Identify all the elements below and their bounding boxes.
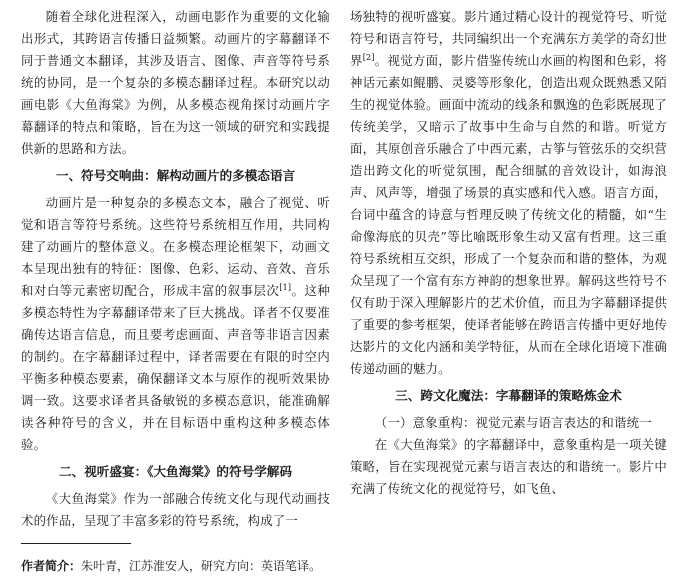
author-info: 朱叶青，江苏淮安人，研究方向：英语笔译。 — [81, 559, 322, 573]
citation-2: [2] — [362, 52, 375, 62]
section2-paragraph: 《大鱼海棠》作为一部融合传统文化与现代动画技术的作品，呈现了丰富多彩的符号系统，构成了一 — [21, 491, 330, 528]
section-heading-1: 一、符号交响曲：解构动画片的多模态语言 — [55, 168, 296, 183]
section2-text-a: 场独特的视听盛宴。影片通过精心设计的视觉符号、听觉符号和语言符号，共同编织出一个充满东方美学的奇幻世界 — [350, 9, 667, 68]
left-column — [21, 6, 330, 532]
section-heading-3: 三、跨文化魔法：字幕翻译的策略炼金术 — [395, 388, 622, 403]
author-footnote — [21, 557, 321, 575]
section1-text-b: 。这种多模态特性为字幕翻译带来了巨大挑战。译者不仅要准确传达语言信息，而且要考虑画面、声音等非语言因素的制约。在字幕翻译过程中，译者需要在有限的时空内平衡多种模态要素，确保翻译文本与原作的视听效果协调一致。这要求译者具备敏锐的多模态意识，能准确解读各种符号的含义，并在目标语中重构这种多模态体验。 — [21, 283, 330, 452]
intro-paragraph: 随着全球化进程深入，动画电影作为重要的文化输出形式，其跨语言传播日益频繁。动画片的字幕翻译不同于普通文本翻译，其涉及语言、图像、声音等符号系统的协同，是一个复杂的多模态翻译过程。本研究以动画电影《大鱼海棠》为例，从多模态视角探讨动画片字幕翻译的特点和策略，旨在为这一领域的研究和实践提供新的思路和方法。 — [21, 9, 330, 156]
subsection-heading: （一）意象重构：视觉元素与语言表达的和谐统一 — [374, 415, 652, 430]
citation-1: [1] — [279, 282, 292, 292]
section2-text-b: 。视觉方面，影片借鉴传统山水画的构图和色彩，将神话元素如鲲鹏、灵婆等形象化，创造出观众既熟悉又陌生的视觉体验。画面中流动的线条和飘逸的色彩既展现了传统美学，又暗示了故事中生命与自然的和谐。听觉方面，其原创音乐融合了中西元素，古筝与管弦乐的交织营造出跨文化的听觉氛围，配合细腻的音效设计，如海浪声、风声等，增强了场景的真实感和代入感。语言方面，台词中蕴含的诗意与哲理反映了传统文化的精髓，如“生命像海底的贝壳”等比喻既形象生动又富有哲理。这三重符号系统相互交织，形成了一个复杂而和谐的整体，为观众呈现了一个富有东方神韵的想象世界。解码这些符号不仅有助于深入理解影片的艺术价值，而且为字幕翻译提供了重要的参考框架，使译者能够在跨语言传播中更好地传达影片的文化内涵和美学特征，从而在全球化语境下准确传递动画的魅力。 — [350, 53, 667, 376]
section-heading-2: 二、视听盛宴：《大鱼海棠》的符号学解码 — [59, 464, 292, 479]
section1-text-a: 动画片是一种复杂的多模态文本，融合了视觉、听觉和语言等符号系统。这些符号系统相互作用，共同构建了动画片的整体意义。在多模态理论框架下，动画文本呈现出独有的特征：图像、色彩、运动、音效、音乐和对白等元素密切配合，形成丰富的叙事层次 — [21, 195, 330, 298]
section3-paragraph: 在《大鱼海棠》的字幕翻译中，意象重构是一项关键策略，旨在实现视觉元素与语言表达的和谐统一。影片中充满了传统文化的视觉符号，如飞鱼、 — [350, 437, 667, 496]
section2-paragraph-continued — [350, 6, 667, 380]
right-column — [350, 6, 667, 500]
section1-paragraph — [21, 192, 330, 456]
footnote-divider — [21, 543, 131, 544]
author-label: 作者简介： — [21, 559, 82, 573]
